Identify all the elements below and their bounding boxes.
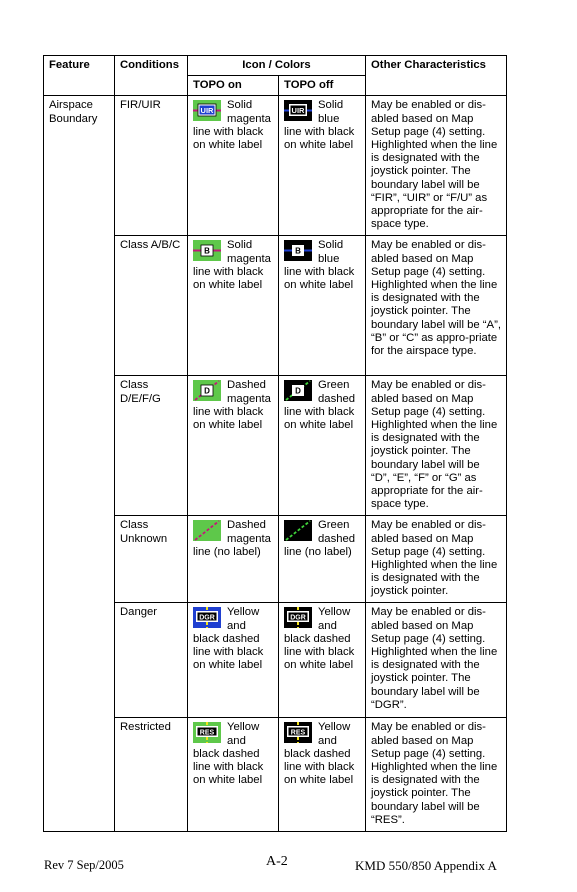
class-unknown-magenta-icon	[193, 520, 221, 541]
class-d-green-icon	[284, 380, 312, 401]
condition-cell: Class D/E/F/G	[115, 376, 188, 516]
res-black-icon	[284, 722, 312, 743]
svg-text:D: D	[295, 386, 301, 396]
class-b-magenta-icon	[193, 240, 221, 261]
topo-on-cell	[188, 236, 279, 376]
topo-off-description: Solid blue line with black on white label	[284, 99, 355, 152]
header-topo-on: TOPO on	[188, 76, 279, 96]
condition-cell: Danger	[115, 603, 188, 718]
topo-on-cell	[188, 603, 279, 718]
topo-off-description: Green dashed line with black on white label	[284, 379, 356, 432]
class-unknown-green-icon	[284, 520, 312, 541]
topo-on-description: Dashed magenta line (no label)	[193, 519, 271, 558]
svg-text:RES: RES	[199, 729, 215, 737]
dgr-blue-icon	[193, 607, 221, 628]
topo-on-cell	[188, 376, 279, 516]
other-characteristics-cell: May be enabled or dis-abled based on Map Setup page (4) setting. Highlighted when the line is designated with the joystick pointer. The boundary label will be “DGR”.	[366, 603, 507, 718]
table-row	[44, 718, 507, 832]
header-other-characteristics: Other Characteristics	[366, 56, 507, 96]
table-row	[44, 603, 507, 718]
footer-document-title: KMD 550/850 Appendix A	[355, 858, 497, 873]
airspace-feature-table	[43, 55, 507, 832]
other-characteristics-cell: May be enabled or dis-abled based on Map Setup page (4) setting. Highlighted when the line is designated with the joystick pointer. The boundary label will be “A”, “B” or “C” as appro-priate for the airspace type.	[366, 236, 507, 376]
svg-text:DGR: DGR	[199, 614, 215, 622]
topo-off-cell	[279, 718, 366, 832]
topo-on-description: Solid magenta line with black on white label	[193, 239, 271, 292]
res-green-icon	[193, 722, 221, 743]
topo-off-description: Solid blue line with black on white label	[284, 239, 355, 292]
other-characteristics-cell: May be enabled or dis-abled based on Map Setup page (4) setting. Highlighted when the line is designated with the joystick pointer. The boundary label will be “FIR”, “UIR” or “F/U” as appropriate for the air-space type.	[366, 96, 507, 236]
header-conditions: Conditions	[115, 56, 188, 96]
feature-cell	[44, 236, 115, 376]
table-row	[44, 236, 507, 376]
topo-off-cell	[279, 603, 366, 718]
svg-text:D: D	[204, 386, 210, 396]
dgr-black-icon	[284, 607, 312, 628]
feature-cell	[44, 96, 115, 236]
svg-text:B: B	[295, 246, 301, 256]
feature-cell	[44, 376, 115, 516]
feature-cell	[44, 603, 115, 718]
svg-text:UIR: UIR	[200, 106, 214, 116]
header-row	[44, 56, 507, 76]
feature-cell	[44, 718, 115, 832]
condition-cell: Class Unknown	[115, 516, 188, 603]
condition-cell: Restricted	[115, 718, 188, 832]
footer-revision: Rev 7 Sep/2005	[44, 858, 124, 872]
topo-off-cell	[279, 376, 366, 516]
other-characteristics-cell: May be enabled or dis-abled based on Map Setup page (4) setting. Highlighted when the line is designated with the joystick pointer.	[366, 516, 507, 603]
uir-blue-icon	[284, 100, 312, 121]
topo-on-description: Dashed magenta line with black on white label	[193, 379, 271, 432]
topo-off-cell	[279, 96, 366, 236]
svg-text:UIR: UIR	[291, 106, 305, 116]
svg-text:B: B	[204, 246, 210, 256]
topo-on-cell	[188, 516, 279, 603]
header-feature: Feature	[44, 56, 115, 96]
table-row	[44, 376, 507, 516]
topo-on-description: Yellow and black dashed line with black on white label	[193, 606, 264, 672]
class-b-blue-icon	[284, 240, 312, 261]
header-icon-colors: Icon / Colors	[188, 56, 366, 76]
other-characteristics-cell: May be enabled or dis-abled based on Map Setup page (4) setting. Highlighted when the line is designated with the joystick pointer. The boundary label will be “RES”.	[366, 718, 507, 832]
topo-on-cell	[188, 96, 279, 236]
table-row	[44, 516, 507, 603]
header-topo-off: TOPO off	[279, 76, 366, 96]
uir-magenta-icon	[193, 100, 221, 121]
class-d-magenta-icon	[193, 380, 221, 401]
topo-off-description: Yellow and black dashed line with black on white label	[284, 721, 355, 787]
topo-off-cell	[279, 516, 366, 603]
svg-text:RES: RES	[290, 729, 306, 737]
topo-off-description: Yellow and black dashed line with black on white label	[284, 606, 355, 672]
condition-cell: Class A/B/C	[115, 236, 188, 376]
topo-off-description: Green dashed line (no label)	[284, 519, 356, 558]
table-row	[44, 96, 507, 236]
feature-label: Airspace Boundary	[49, 99, 98, 125]
topo-on-cell	[188, 718, 279, 832]
footer-page-number: A-2	[266, 854, 288, 869]
topo-off-cell	[279, 236, 366, 376]
other-characteristics-cell: May be enabled or dis-abled based on Map Setup page (4) setting. Highlighted when the line is designated with the joystick pointer. The boundary label will be “D”, “E”, “F” or “G” as appropriate for the air-space type.	[366, 376, 507, 516]
topo-on-description: Yellow and black dashed line with black on white label	[193, 721, 264, 787]
condition-cell: FIR/UIR	[115, 96, 188, 236]
svg-text:DGR: DGR	[290, 614, 306, 622]
feature-cell	[44, 516, 115, 603]
topo-on-description: Solid magenta line with black on white label	[193, 99, 271, 152]
